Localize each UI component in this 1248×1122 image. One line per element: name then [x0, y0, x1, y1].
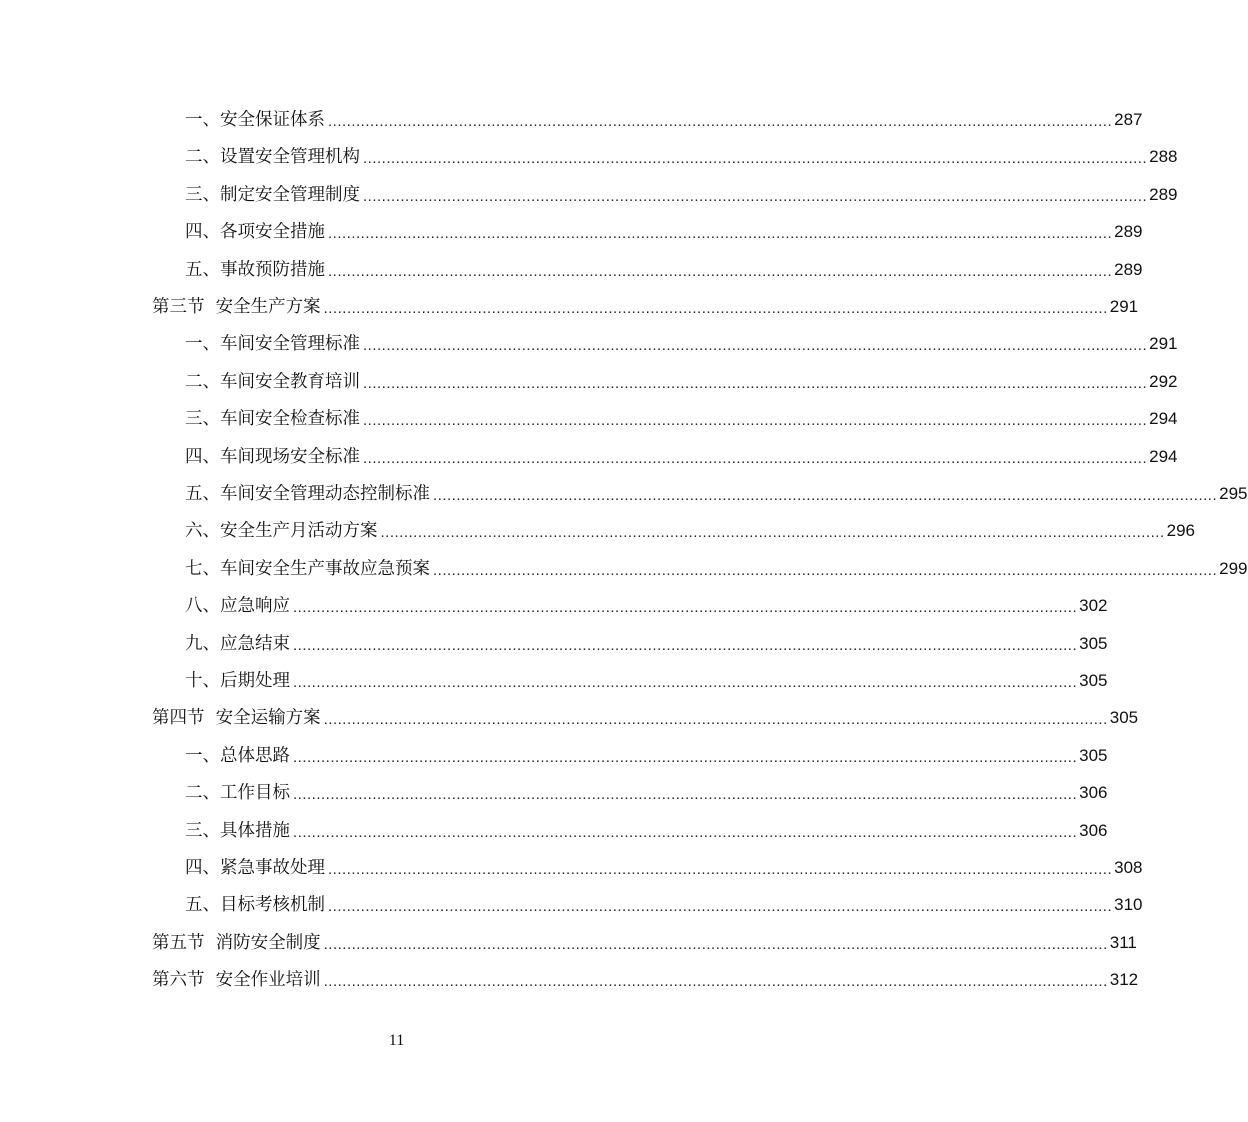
toc-dot-leader: ........................................................................................................................................................................	[293, 674, 1078, 691]
toc-entry-title: 第六节 安全作业培训	[152, 970, 321, 991]
toc-dot-leader: ........................................................................................................................................................................	[293, 823, 1078, 841]
toc-entry-title: 四、车间现场安全标准	[185, 446, 360, 467]
toc-entry-page: 299	[1219, 558, 1248, 578]
toc-entry-title: 第四节 安全运输方案	[152, 708, 321, 729]
toc-entry-title: 一、车间安全管理标准	[185, 334, 360, 355]
toc-entry-title: 三、车间安全检查标准	[185, 409, 360, 430]
toc-entry-title: 第五节 消防安全制度	[152, 932, 321, 953]
toc-entry-page: 289	[1114, 222, 1143, 242]
toc-section-entry[interactable]	[152, 966, 1139, 994]
toc-subsection-entry[interactable]	[185, 181, 1178, 209]
toc-entry-title: 六、安全生产月活动方案	[185, 521, 378, 542]
toc-subsection-entry[interactable]	[185, 405, 1178, 433]
toc-entry-page: 308	[1114, 858, 1143, 877]
toc-entry-page: 292	[1149, 371, 1178, 391]
toc-dot-leader: ........................................................................................................................................................................	[328, 225, 1113, 243]
toc-subsection-entry[interactable]	[185, 854, 1143, 882]
toc-subsection-entry[interactable]	[185, 555, 1248, 583]
toc-dot-leader: ........................................................................................................................................................................	[323, 973, 1108, 991]
toc-subsection-entry[interactable]	[185, 480, 1248, 508]
toc-dot-leader: ........................................................................................................................................................................	[293, 748, 1078, 766]
toc-subsection-entry[interactable]	[185, 143, 1178, 171]
toc-dot-leader: ........................................................................................................................................................................	[363, 449, 1148, 467]
toc-subsection-entry[interactable]	[185, 891, 1143, 919]
toc-entry-title: 八、应急响应	[185, 596, 290, 617]
toc-dot-leader: ........................................................................................................................................................................	[433, 561, 1218, 579]
toc-subsection-entry[interactable]	[185, 630, 1108, 658]
toc-entry-page: 305	[1079, 633, 1108, 653]
toc-entry-title: 五、事故预防措施	[185, 259, 325, 280]
toc-dot-leader: ........................................................................................................................................................................	[363, 412, 1148, 430]
toc-entry-page: 310	[1114, 895, 1143, 915]
toc-entry-page: 295	[1219, 484, 1248, 503]
toc-subsection-entry[interactable]	[185, 517, 1196, 545]
toc-entry-page: 289	[1149, 184, 1178, 204]
toc-entry-page: 306	[1079, 783, 1108, 803]
toc-entry-title: 四、各项安全措施	[185, 222, 325, 243]
toc-subsection-entry[interactable]	[185, 256, 1143, 284]
toc-entry-page: 305	[1109, 708, 1139, 728]
toc-entry-page: 312	[1109, 970, 1139, 990]
toc-subsection-entry[interactable]	[185, 106, 1143, 134]
toc-section-entry[interactable]	[152, 704, 1139, 732]
toc-entry-title: 七、车间安全生产事故应急预案	[185, 558, 430, 579]
toc-entry-page: 289	[1114, 259, 1143, 279]
toc-entry-title: 二、设置安全管理机构	[185, 147, 360, 168]
toc-entry-page: 291	[1109, 297, 1139, 316]
toc-dot-leader: ........................................................................................................................................................................	[363, 150, 1148, 168]
toc-entry-title: 五、车间安全管理动态控制标准	[185, 484, 430, 504]
toc-entry-title: 三、制定安全管理制度	[185, 184, 360, 205]
toc-dot-leader: ........................................................................................................................................................................	[433, 487, 1218, 504]
toc-entry-title: 二、车间安全教育培训	[185, 371, 360, 392]
toc-dot-leader: ........................................................................................................................................................................	[363, 374, 1148, 392]
toc-subsection-entry[interactable]	[185, 592, 1108, 620]
toc-subsection-entry[interactable]	[185, 443, 1178, 471]
toc-section-entry[interactable]	[152, 293, 1139, 321]
toc-dot-leader: ........................................................................................................................................................................	[293, 786, 1078, 804]
toc-entry-title: 四、紧急事故处理	[185, 858, 325, 878]
toc-entry-title: 五、目标考核机制	[185, 895, 325, 916]
toc-entry-page: 294	[1149, 409, 1178, 429]
toc-entry-page: 288	[1149, 147, 1178, 167]
toc-dot-leader: ........................................................................................................................................................................	[323, 935, 1108, 953]
toc-dot-leader: ........................................................................................................................................................................	[363, 337, 1148, 355]
toc-entry-title: 一、安全保证体系	[185, 110, 325, 130]
toc-entry-title: 九、应急结束	[185, 633, 290, 654]
toc-entry-page: 306	[1079, 820, 1108, 840]
toc-subsection-entry[interactable]	[185, 742, 1108, 770]
toc-dot-leader: ........................................................................................................................................................................	[323, 300, 1108, 317]
toc-dot-leader: ........................................................................................................................................................................	[293, 636, 1078, 654]
toc-entry-page: 291	[1149, 334, 1178, 354]
page-number: 11	[388, 1032, 405, 1049]
toc-dot-leader: ........................................................................................................................................................................	[293, 599, 1078, 617]
toc-entry-title: 三、具体措施	[185, 820, 290, 841]
toc-dot-leader: ........................................................................................................................................................................	[380, 524, 1165, 542]
toc-entry-page: 311	[1109, 932, 1137, 952]
toc-entry-title: 十、后期处理	[185, 671, 290, 691]
toc-subsection-entry[interactable]	[185, 218, 1143, 246]
toc-subsection-entry[interactable]	[185, 368, 1178, 396]
toc-entry-title: 一、总体思路	[185, 745, 290, 766]
toc-entry-title: 二、工作目标	[185, 783, 290, 804]
toc-entry-page: 296	[1166, 521, 1196, 541]
toc-entry-page: 294	[1149, 446, 1178, 466]
toc-dot-leader: ........................................................................................................................................................................	[328, 262, 1113, 280]
toc-entry-title: 第三节 安全生产方案	[152, 297, 321, 317]
toc-entry-page: 305	[1079, 745, 1108, 765]
toc-subsection-entry[interactable]	[185, 667, 1108, 695]
toc-dot-leader: ........................................................................................................................................................................	[328, 861, 1113, 878]
toc-dot-leader: ........................................................................................................................................................................	[328, 113, 1113, 130]
toc-dot-leader: ........................................................................................................................................................................	[363, 187, 1148, 205]
toc-subsection-entry[interactable]	[185, 779, 1108, 807]
toc-section-entry[interactable]	[152, 929, 1137, 957]
toc-entry-page: 287	[1114, 110, 1143, 129]
toc-entry-page: 305	[1079, 671, 1108, 690]
toc-subsection-entry[interactable]	[185, 330, 1178, 358]
toc-dot-leader: ........................................................................................................................................................................	[323, 711, 1108, 729]
toc-dot-leader: ........................................................................................................................................................................	[328, 898, 1113, 916]
toc-entry-page: 302	[1079, 596, 1108, 616]
toc-subsection-entry[interactable]	[185, 817, 1108, 845]
